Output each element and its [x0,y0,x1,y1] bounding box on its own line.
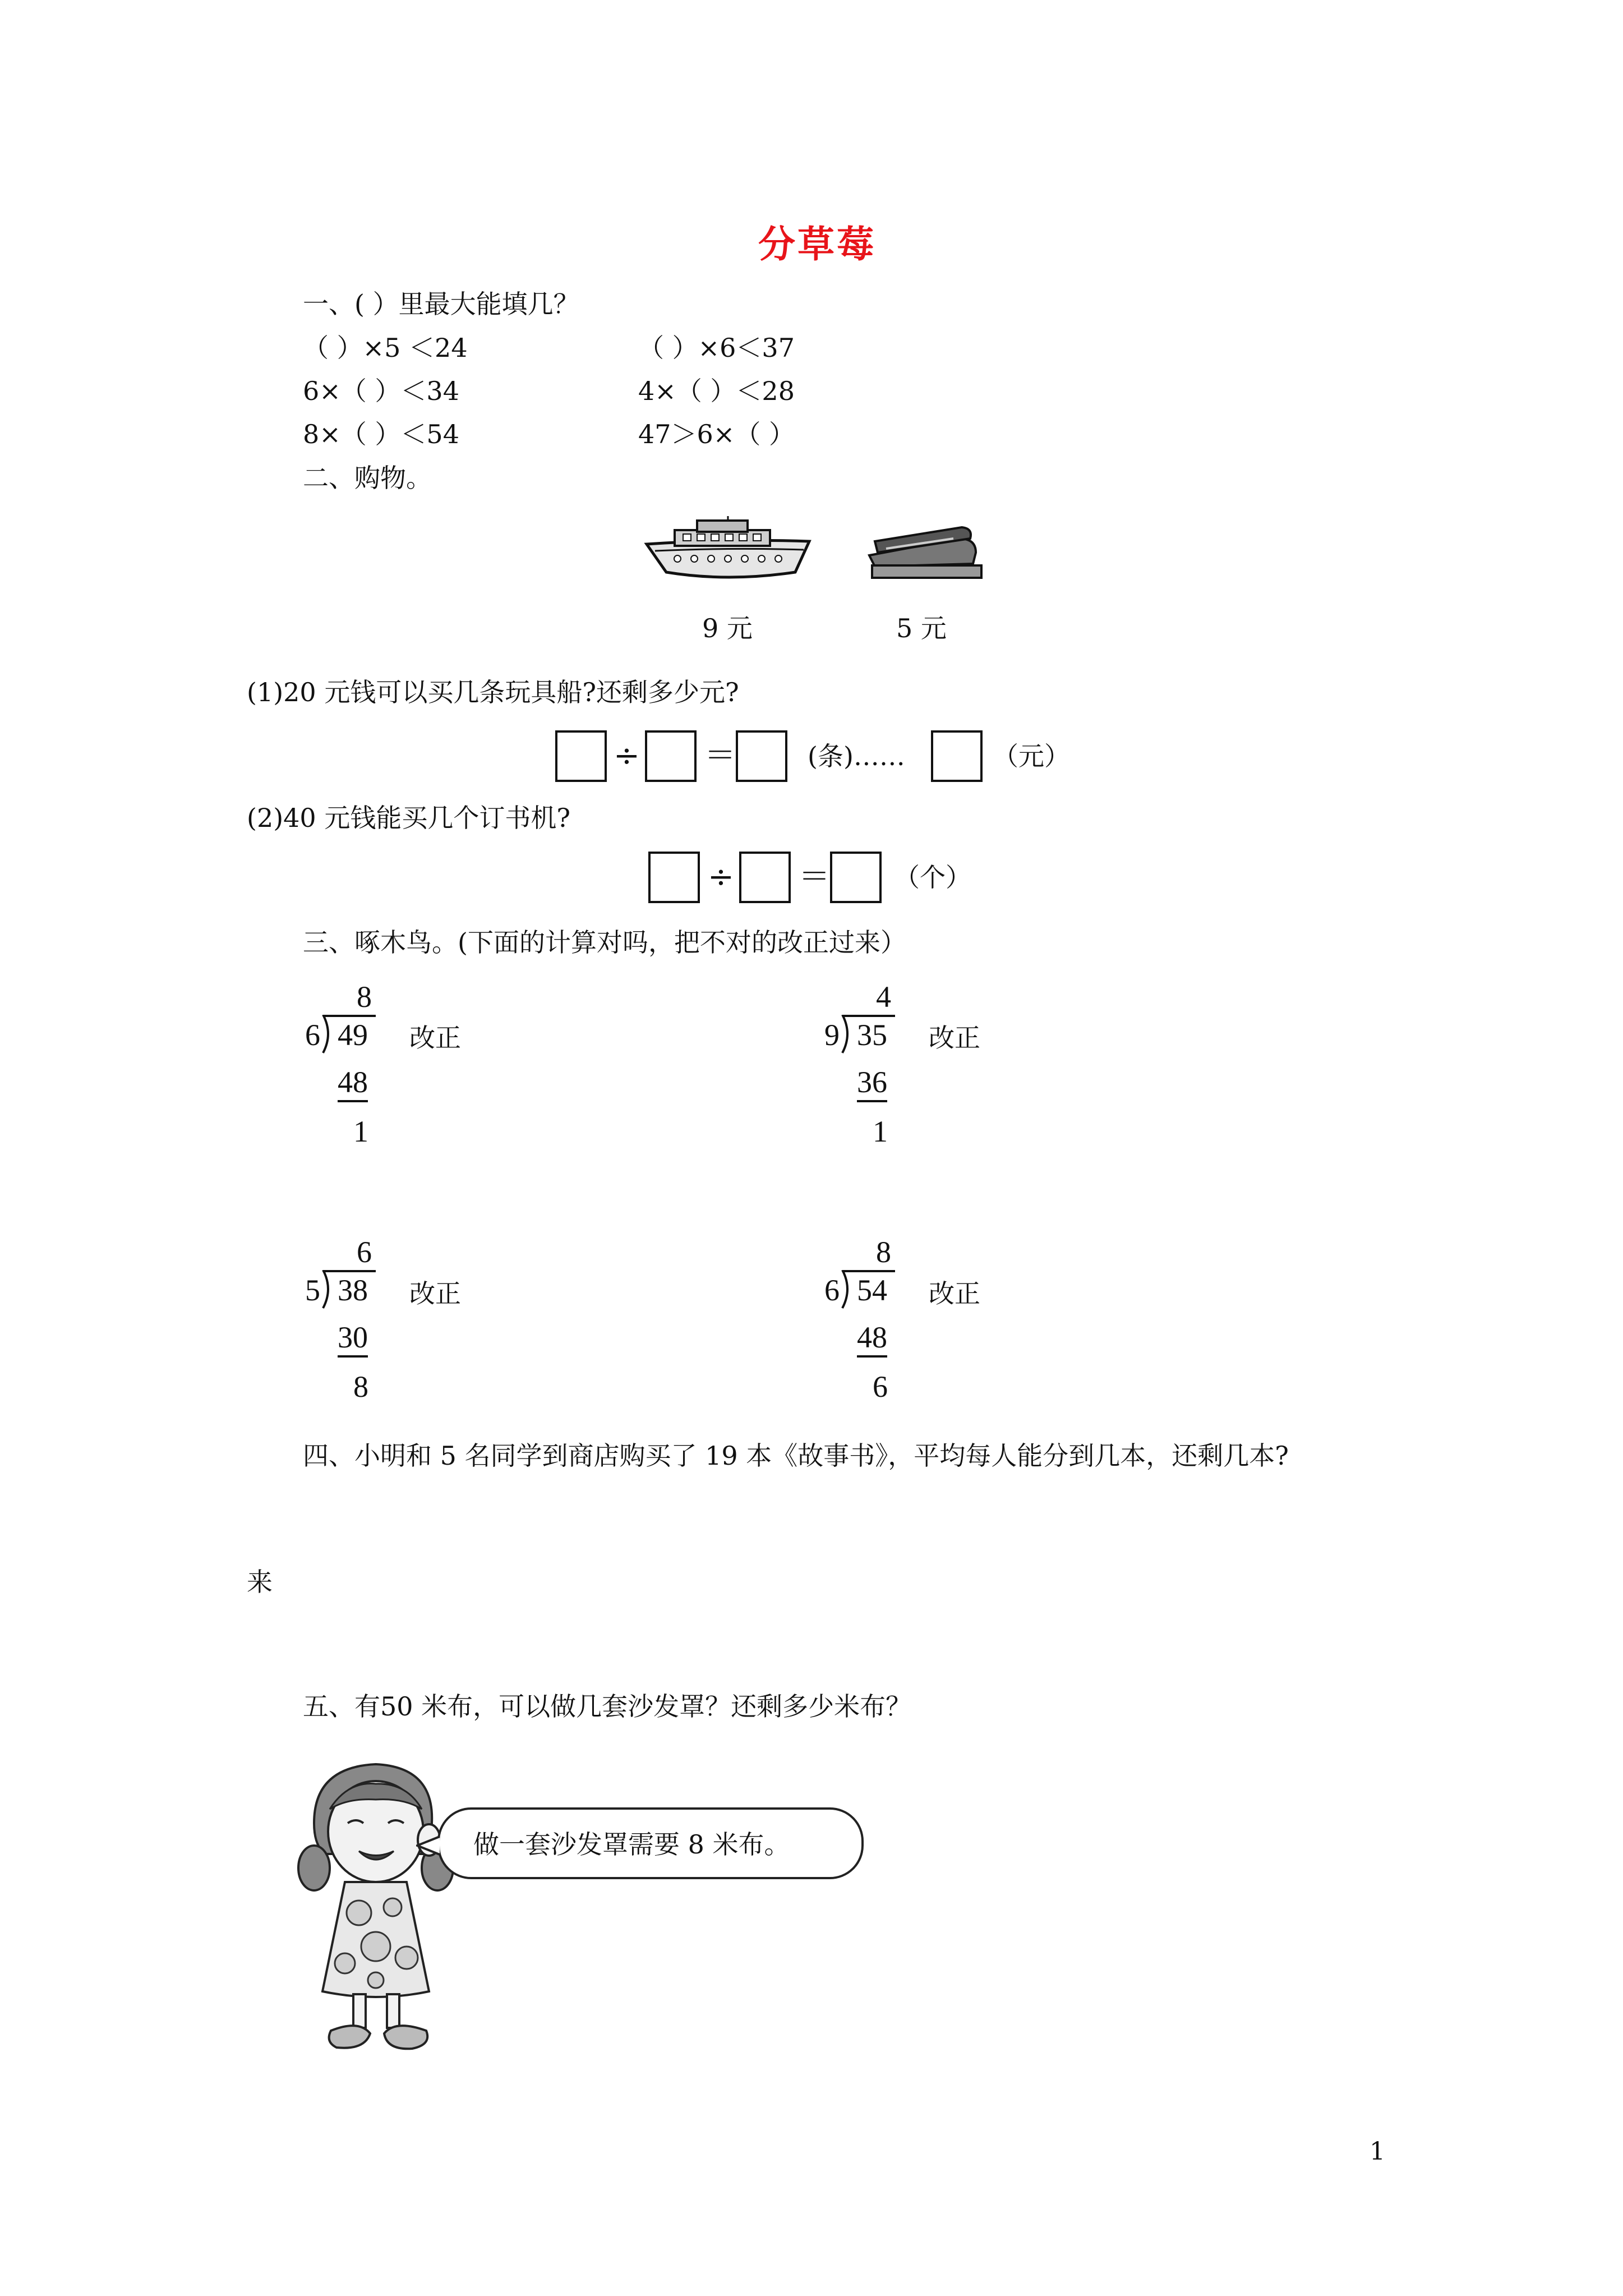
speech-bubble-tail [416,1834,444,1857]
answer-box[interactable] [645,730,697,782]
equals-sign: ＝ [704,738,736,774]
dividend: 35 [857,1018,887,1052]
divisor: 6 [305,1018,320,1052]
fix-label: 改正 [409,1023,461,1053]
speech-bubble [437,1807,864,1879]
product: 48 [338,1064,368,1102]
quotient: 8 [876,1235,891,1269]
divisor: 9 [824,1018,840,1052]
toy-boat-icon [644,516,812,583]
girl-illustration [292,1756,460,2076]
divisor: 5 [305,1273,320,1307]
long-division [303,979,415,1158]
section3-heading: 三、啄木鸟。(下面的计算对吗，把不对的改正过来） [303,927,906,958]
product: 36 [857,1064,887,1102]
answer-box[interactable] [830,852,882,903]
s1-item-5: 8×（ ）＜54 [303,419,459,449]
s1-item-4: 4×（ ）＜28 [638,376,795,406]
divide-sign: ÷ [708,859,734,895]
section4-question: 四、小明和 5 名同学到商店购买了 19 本《故事书》，平均每人能分到几本，还剩几本? [303,1441,1289,1471]
fix-label: 改正 [929,1023,980,1053]
stapler-icon [864,522,987,589]
page-title: 分草莓 [758,222,876,266]
s1-item-1: （ ）×5 ＜24 [303,333,468,363]
quotient: 8 [357,980,372,1014]
stapler-price: 5 元 [896,613,947,643]
speech-text: 做一套沙发罩需要 8 米布。 [473,1829,790,1860]
s1-item-6: 47＞6×（ ） [638,419,795,449]
unit-label: (条)…… [808,741,905,771]
section5-question: 五、有50 米布，可以做几套沙发罩？还剩多少米布？ [303,1691,912,1722]
s1-item-2: （ ）×6＜37 [638,333,795,363]
page-number: 1 [1370,2137,1385,2166]
divisor: 6 [824,1273,840,1307]
fix-label: 改正 [929,1278,980,1309]
long-division [822,1234,934,1414]
section2-heading: 二、购物。 [303,463,432,493]
dividend: 38 [338,1273,368,1307]
answer-box[interactable] [736,730,787,782]
product: 30 [338,1319,368,1358]
question-1: (1)20 元钱可以买几条玩具船?还剩多少元? [247,677,739,707]
boat-price: 9 元 [702,613,753,643]
quotient: 6 [357,1235,372,1269]
unit-label: （元） [993,741,1070,771]
remainder: 8 [353,1370,368,1404]
divide-sign: ÷ [614,738,640,774]
long-division [303,1234,415,1414]
product: 48 [857,1319,887,1358]
dividend: 54 [857,1273,887,1307]
answer-box[interactable] [555,730,607,782]
answer-box[interactable] [648,852,700,903]
remainder: 1 [873,1115,888,1148]
section1-heading: 一、( ）里最大能填几？ [303,289,579,319]
remainder: 1 [353,1115,368,1148]
s1-item-3: 6×（ ）＜34 [303,376,459,406]
answer-box[interactable] [739,852,791,903]
dividend: 49 [338,1018,368,1052]
long-division [822,979,934,1158]
stray-text: 来 [247,1567,273,1597]
answer-box[interactable] [931,730,983,782]
remainder: 6 [873,1370,888,1404]
fix-label: 改正 [409,1278,461,1309]
quotient: 4 [876,980,891,1014]
unit-label: （个） [894,862,971,892]
equals-sign: ＝ [799,859,830,895]
question-2: (2)40 元钱能买几个订书机? [247,803,570,833]
